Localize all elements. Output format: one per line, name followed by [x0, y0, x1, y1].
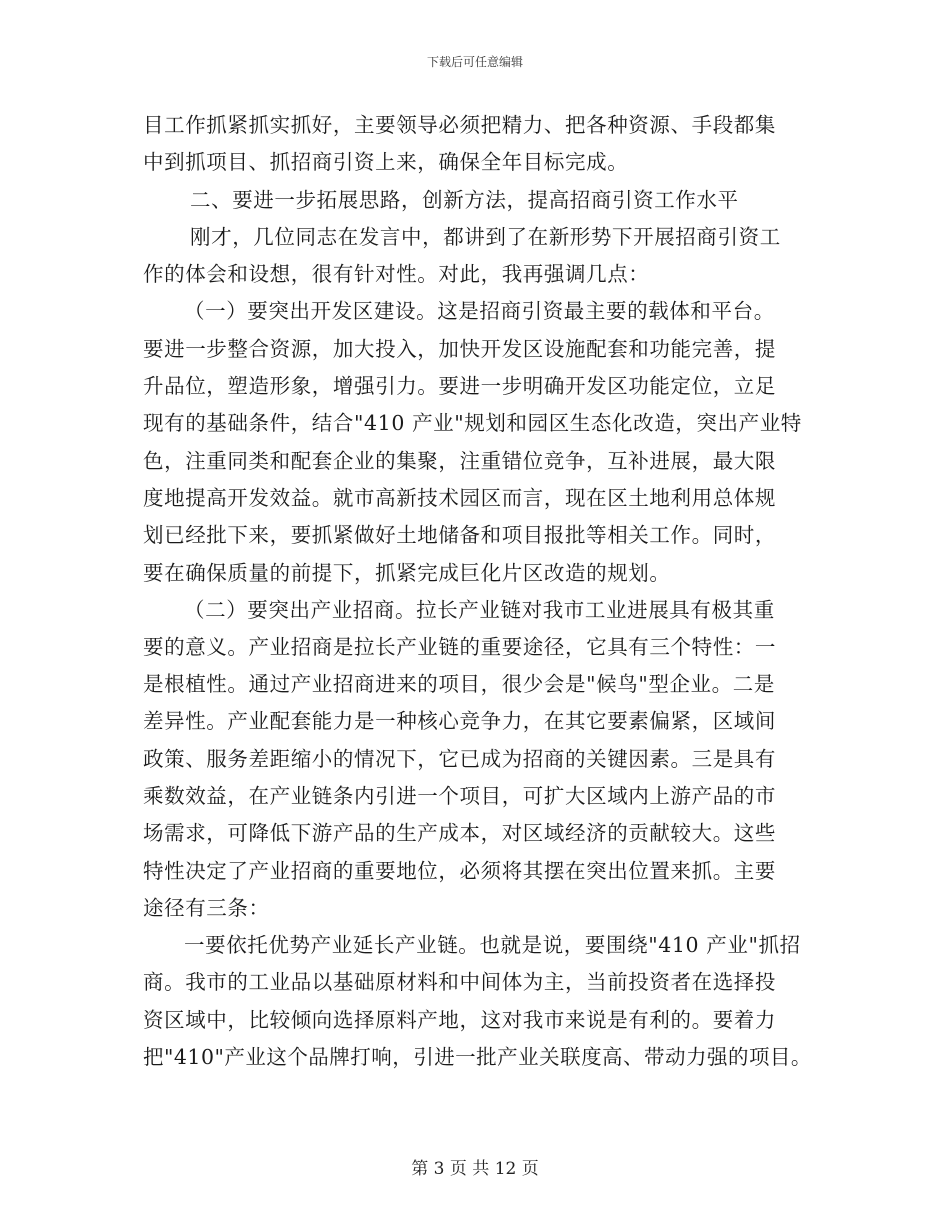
- text-line: 色，注重同类和配套企业的集聚，注重错位竞争，互补进展，最大限: [143, 449, 776, 473]
- text-line: 目工作抓紧抓实抓好，主要领导必须把精力、把各种资源、手段都集: [143, 113, 776, 137]
- text-line: 是根植性。通过产业招商进来的项目，很少会是"候鸟"型企业。二是: [143, 672, 775, 696]
- text-line: 特性决定了产业招商的重要地位，必须将其摆在突出位置来抓。主要: [143, 859, 776, 883]
- text-line: 场需求，可降低下游产品的生产成本，对区域经济的贡献较大。这些: [143, 821, 776, 845]
- text-line: 差异性。产业配套能力是一种核心竞争力，在其它要素偏紧，区域间: [143, 709, 776, 733]
- page-footer: 第 3 页 共 12 页: [411, 1159, 539, 1179]
- text-line: （二）要突出产业招商。拉长产业链对我市工业进展具有极其重: [184, 598, 775, 622]
- page-header: 下载后可任意编辑: [426, 55, 523, 69]
- text-line: 度地提高开发效益。就市高新技术园区而言，现在区土地利用总体规: [143, 486, 776, 510]
- text-line: 一要依托优势产业延长产业链。也就是说，要围绕"410 产业"抓招: [184, 933, 801, 957]
- text-line: 要的意义。产业招商是拉长产业链的重要途径，它具有三个特性：一: [143, 635, 776, 659]
- text-line: 政策、服务差距缩小的情况下，它已成为招商的关键因素。三是具有: [143, 747, 776, 771]
- text-line: 乘数效益，在产业链条内引进一个项目，可扩大区域内上游产品的市: [143, 784, 776, 808]
- text-line: （一）要突出开发区建设。这是招商引资最主要的载体和平台。: [184, 299, 775, 323]
- text-line: 中到抓项目、抓招商引资上来，确保全年目标完成。: [143, 150, 629, 174]
- text-line: 资区域中，比较倾向选择原料产地，这对我市来说是有利的。要着力: [143, 1008, 776, 1032]
- text-line: 途径有三条：: [143, 896, 270, 920]
- text-line: 升品位，塑造形象，增强引力。要进一步明确开发区功能定位，立足: [143, 374, 776, 398]
- text-line: 划已经批下来，要抓紧做好土地储备和项目报批等相关工作。同时，: [143, 523, 776, 547]
- text-line: 要进一步整合资源，加大投入，加快开发区设施配套和功能完善，提: [143, 337, 776, 361]
- text-line: 现有的基础条件，结合"410 产业"规划和园区生态化改造，突出产业特: [143, 411, 802, 435]
- text-line: 要在确保质量的前提下，抓紧完成巨化片区改造的规划。: [143, 561, 671, 585]
- text-line: 商。我市的工业品以基础原材料和中间体为主，当前投资者在选择投: [143, 970, 776, 994]
- section-heading: 二、要进一步拓展思路，创新方法，提高招商引资工作水平: [190, 188, 739, 212]
- text-line: 把"410"产业这个品牌打响，引进一批产业关联度高、带动力强的项目。: [143, 1045, 812, 1069]
- text-line: 作的体会和设想，很有针对性。对此，我再强调几点：: [143, 262, 650, 286]
- text-line: 刚才，几位同志在发言中，都讲到了在新形势下开展招商引资工: [190, 225, 781, 249]
